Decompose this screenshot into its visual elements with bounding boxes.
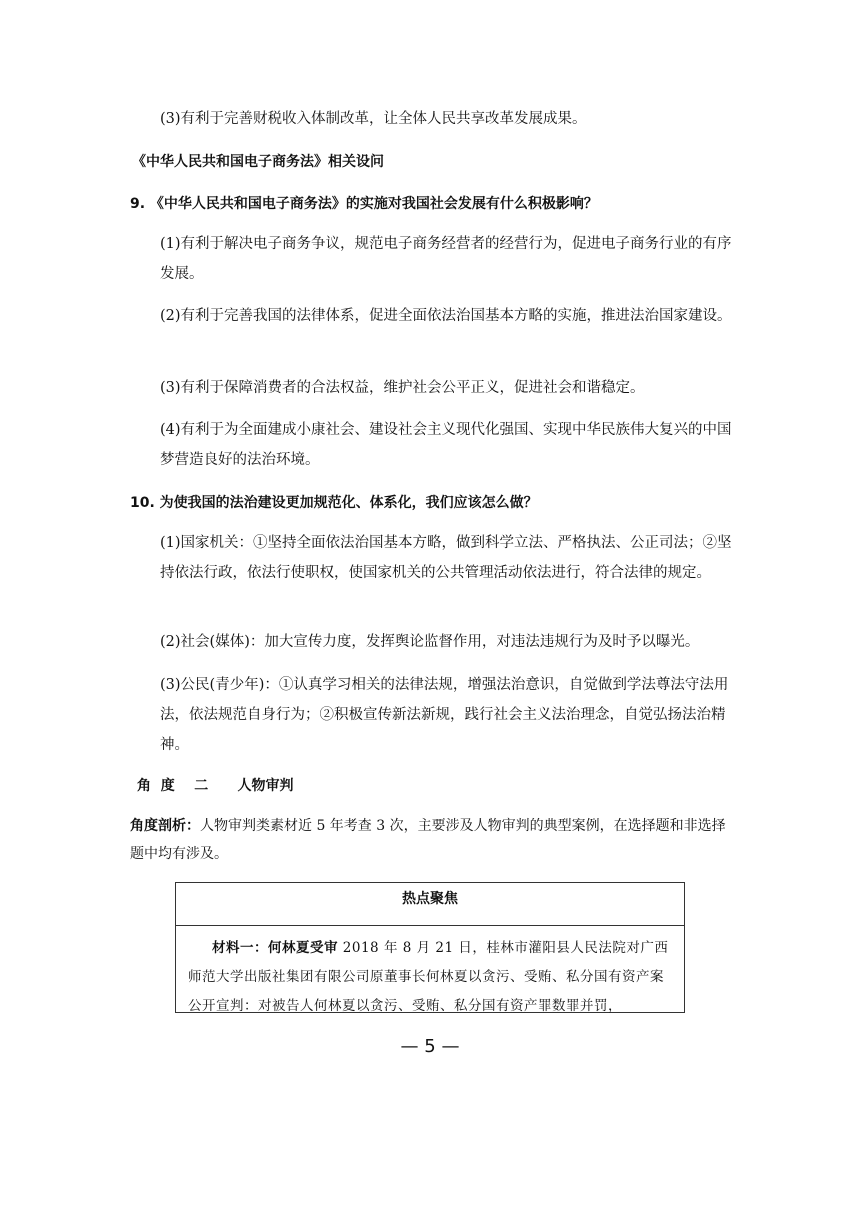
analysis-label: 角度剖析： xyxy=(130,818,200,834)
answer-line: (3)有利于完善财税收入体制改革，让全体人民共享改革发展成果。 xyxy=(160,111,587,127)
q9-answer-3: (3)有利于保障消费者的合法权益，维护社会公平正义，促进社会和谐稳定。 xyxy=(160,380,645,396)
analysis-text: 人物审判类素材近 5 年考查 3 次，主要涉及人物审判的典型案例，在选择题和非选择题中均有涉及。 xyxy=(130,818,726,862)
table-header: 热点聚焦 xyxy=(176,883,684,926)
table-material xyxy=(176,926,684,1021)
question-10: 10. 为使我国的法治建设更加规范化、体系化，我们应该怎么做？ xyxy=(130,495,538,511)
q9-answer-1: (1)有利于解决电子商务争议，规范电子商务经营者的经营行为，促进电子商务行业的有序发展。 xyxy=(160,236,732,282)
q9-answer-2: (2)有利于完善我国的法律体系，促进全面依法治国基本方略的实施，推进法治国家建设。 xyxy=(160,308,732,324)
q10-answer-1: (1)国家机关：①坚持全面依法治国基本方略，做到科学立法、严格执法、公正司法；②坚持依法行政，依法行使职权，使国家机关的公共管理活动依法进行，符合法律的规定。 xyxy=(160,535,732,581)
material-text: 2018 年 8 月 21 日，桂林市灌阳县人民法院对广西师范大学出版社集团有限公司原董事长何林夏以贪污、受贿、私分国有资产案公开宣判：对被告人何林夏以贪污、受贿、私分国有资产罪数罪并罚， xyxy=(188,940,669,1014)
q10-answer-3: (3)公民(青少年)：①认真学习相关的法律法规，增强法治意识，自觉做到学法尊法守法用法，依法规范自身行为；②积极宣传新法新规，践行社会主义法治理念，自觉弘扬法治精神。 xyxy=(160,677,729,753)
hotspot-table xyxy=(175,882,685,1013)
material-label: 材料一：何林夏受审 xyxy=(212,940,338,956)
page-number: — 5 — xyxy=(400,1036,460,1057)
q10-answer-2: (2)社会(媒体)：加大宣传力度，发挥舆论监督作用，对违法违规行为及时予以曝光。 xyxy=(160,634,700,650)
q9-answer-4: (4)有利于为全面建成小康社会、建设社会主义现代化强国、实现中华民族伟大复兴的中国梦营造良好的法治环境。 xyxy=(160,422,732,468)
question-9: 9. 《中华人民共和国电子商务法》的实施对我国社会发展有什么积极影响？ xyxy=(130,196,598,212)
angle-analysis xyxy=(130,812,730,868)
section-heading: 《中华人民共和国电子商务法》相关设问 xyxy=(132,154,384,170)
angle-title: 角 度 二 人物审判 xyxy=(137,778,294,794)
